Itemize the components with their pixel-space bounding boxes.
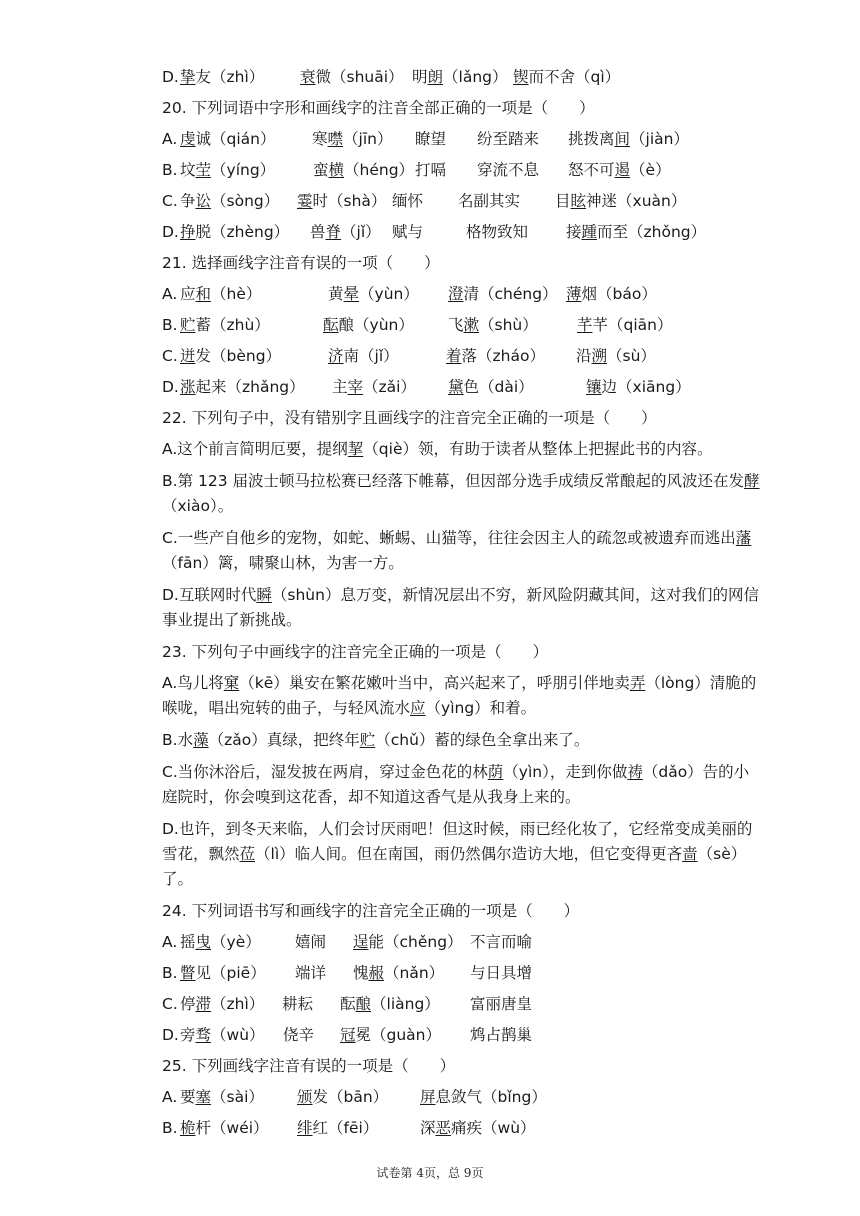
option-item: 贮蓄（zhù） [180,316,270,334]
underlined-char: 莅 [239,845,256,863]
underlined-char: 脊 [325,223,342,241]
option-label: B. [162,964,178,982]
option-item: 兽脊（jǐ） [310,223,381,241]
option-item: 嬉闹 [295,933,327,951]
underlined-char: 冠 [340,1026,356,1044]
question-20-stem: 20. 下列词语中字形和画线字的注音全部正确的一项是（ ） [162,99,595,117]
question-24-stem: 24. 下列词语书写和画线字的注音完全正确的一项是（ ） [162,902,580,920]
option-22-c: C.一些产自他乡的宠物，如蛇、蜥蜴、山猫等，往往会因主人的疏忽或被遗弃而逃出藩（fān）篱，啸聚山林，为害一方。 [162,529,752,572]
underlined-char: 贮 [359,731,376,749]
question-23-stem: 23. 下列句子中画线字的注音完全正确的一项是（ ） [162,643,549,661]
option-item: 济南（jǐ） [328,347,399,365]
option-item: 挚友（zhì） [180,68,265,86]
option-24-c [162,989,762,1020]
option-item: 摇曳（yè） [180,933,261,951]
option-item: 挑拨离间（jiàn） [568,130,689,148]
option-label: C. [162,192,178,210]
underlined-char: 塞 [195,1088,212,1106]
option-item: 赋与 [392,223,424,241]
underlined-char: 滞 [195,995,212,1013]
underlined-char: 讼 [195,192,212,210]
underlined-char: 霎 [297,192,313,210]
underlined-char: 逞 [353,933,369,951]
underlined-char: 桅 [180,1119,196,1137]
underlined-char: 镶 [586,378,602,396]
option-label: A. [162,1088,178,1106]
underlined-char: 衰 [300,68,316,86]
option-item: 镶边（xiāng） [586,378,691,396]
option-item: 瞥见（piē） [180,964,266,982]
option-label: A. [162,285,178,303]
question-25-stem: 25. 下列画线字注音有误的一项是（ ） [162,1057,456,1075]
option-23-d: D.也许，到冬天来临，人们会讨厌雨吧！但这时候，雨已经化妆了，它经常变成美丽的雪花，飘然莅（lì）临人间。但在南国，雨仍然偶尔造访大地，但它变得更吝啬（sè）了。 [162,820,753,888]
option-item: 着落（zháo） [446,347,545,365]
underlined-char: 茔 [195,161,212,179]
option-label: D. [162,1026,179,1044]
option-21-d [162,372,762,403]
option-label: C. [162,347,178,365]
option-item: 屏息敛气（bǐng） [420,1088,547,1106]
option-label: D. [162,68,179,86]
option-20-b [162,155,762,186]
option-20-d [162,217,762,248]
option-item: 瞭望 [415,130,447,148]
underlined-char: 踵 [581,223,598,241]
question-list [162,62,762,1144]
underlined-char: 着 [446,347,462,365]
option-24-d [162,1020,762,1051]
underlined-char: 间 [614,130,631,148]
option-item: 应和（hè） [180,285,262,303]
option-item: 明朗（lǎng） [412,68,508,86]
underlined-char: 朗 [427,68,444,86]
underlined-char: 啬 [682,845,698,863]
option-25-a [162,1082,762,1113]
option-item: 迸发（bèng） [180,347,282,365]
underlined-char: 藩 [735,529,752,547]
underlined-char: 虔 [180,130,196,148]
underlined-char: 瞥 [180,964,196,982]
option-item: 寒噤（jīn） [312,130,393,148]
underlined-char: 芊 [577,316,593,334]
option-item: 虔诚（qián） [180,130,276,148]
option-item: 挣脱（zhèng） [180,223,290,241]
option-item: 名副其实 [458,192,521,210]
option-item: 穿流不息 [477,161,540,179]
option-item: 争讼（sòng） [180,192,280,210]
option-item: 黛色（dài） [448,378,534,396]
option-item: 要塞（sài） [180,1088,264,1106]
underlined-char: 骛 [195,1026,212,1044]
option-22-d: D.互联网时代瞬（shùn）息万变，新情况层出不穷，新风险阴藏其间，这对我们的网信事业提出了新挑战。 [162,586,759,629]
underlined-char: 挣 [180,223,196,241]
option-item: 侥辛 [283,1026,315,1044]
underlined-char: 挈 [347,440,364,458]
option-item: 停滞（zhì） [180,995,265,1013]
option-21-c [162,341,762,372]
option-item: 衰微（shuāi） [300,68,404,86]
option-item: 怒不可遏（è） [568,161,671,179]
option-item: 与日具增 [470,964,533,982]
option-21-b [162,310,762,341]
option-item: 桅杆（wéi） [180,1119,269,1137]
option-item: 旁骛（wù） [180,1026,265,1044]
underlined-char: 和 [195,285,212,303]
underlined-char: 祷 [627,763,643,781]
option-item: 主宰（zǎi） [332,378,416,396]
option-20-c [162,186,762,217]
underlined-char: 锲 [513,68,529,86]
option-label: A. [162,130,178,148]
option-item: 锲而不舍（qì） [513,68,621,86]
option-item: 耕耘 [282,995,314,1013]
page-footer: 试卷第 4页，总 9页 [376,1166,484,1180]
option-item: 沿溯（sù） [576,347,656,365]
option-item: 蛮横（héng） [313,161,415,179]
option-item: 不言而喻 [470,933,533,951]
underlined-char: 黛 [448,378,464,396]
underlined-char: 窠 [223,674,240,692]
option-item: 缅怀 [392,192,424,210]
option-item: 逞能（chěng） [353,933,463,951]
option-22-a: A.这个前言简明厄要，提纲挈（qiè）领，有助于读者从整体上把握此书的内容。 [162,440,713,458]
option-25-b [162,1113,762,1144]
option-label: D. [162,378,179,396]
underlined-char: 赧 [368,964,385,982]
option-item: 愧赧（nǎn） [353,964,445,982]
underlined-char: 应 [410,699,426,717]
option-item: 接踵而至（zhǒng） [566,223,707,241]
underlined-char: 酿 [355,995,372,1013]
option-22-b: B.第 123 届波士顿马拉松赛已经落下帷幕，但因部分选手成绩反常酿起的风波还在发酵（xiào）。 [162,472,760,515]
underlined-char: 颁 [297,1088,313,1106]
option-24-b [162,958,762,989]
underlined-char: 澄 [448,285,464,303]
option-item: 黄晕（yùn） [328,285,419,303]
underlined-char: 恶 [435,1119,452,1137]
option-item: 富丽唐皇 [470,995,533,1013]
option-item: 芊芊（qiān） [577,316,673,334]
underlined-char: 瞬 [256,586,272,604]
option-item: 涨起来（zhǎng） [180,378,305,396]
option-19-d [162,62,762,93]
underlined-char: 挚 [180,68,196,86]
underlined-char: 荫 [487,763,504,781]
underlined-char: 迸 [180,347,196,365]
underlined-char: 绯 [297,1119,313,1137]
option-item: 颁发（bān） [297,1088,389,1106]
underlined-char: 涨 [180,378,196,396]
option-item: 澄清（chéng） [448,285,558,303]
underlined-char: 弄 [629,674,646,692]
question-21-stem: 21. 选择画线字注音有误的一项（ ） [162,254,440,272]
option-item: 鸩占鹊巢 [470,1026,533,1044]
option-item: 冠冕（guàn） [340,1026,442,1044]
option-item: 深恶痛疾（wù） [420,1119,536,1137]
underlined-char: 噤 [327,130,344,148]
underlined-char: 薄 [566,285,582,303]
option-label: D. [162,223,179,241]
option-24-a [162,927,762,958]
option-23-a: A.鸟儿将窠（kē）巢安在繁花嫩叶当中，高兴起来了，呼朋引伴地卖弄（lòng）清脆的喉咙，唱出宛转的曲子，与轻风流水应（yìng）和着。 [162,674,757,717]
option-item: 坟茔（yíng） [180,161,276,179]
underlined-char: 横 [328,161,345,179]
option-item: 打嗝 [415,161,447,179]
option-label: B. [162,1119,178,1137]
underlined-char: 曳 [195,933,212,951]
option-item: 纷至踏来 [477,130,540,148]
option-label: B. [162,316,178,334]
option-item: 飞漱（shù） [448,316,538,334]
underlined-char: 屏 [420,1088,436,1106]
option-23-b: B.水藻（zǎo）真绿，把终年贮（chǔ）蓄的绿色全拿出来了。 [162,731,590,749]
underlined-char: 遏 [614,161,631,179]
underlined-char: 晕 [343,285,360,303]
underlined-char: 藻 [193,731,209,749]
option-20-a [162,124,762,155]
underlined-char: 宰 [347,378,364,396]
option-23-c: C.当你沐浴后，湿发披在两肩，穿过金色花的林荫（yìn），走到你做祷（dǎo）告的小庭院时，你会嗅到这花香，却不知道这香气是从我身上来的。 [162,763,750,806]
option-label: A. [162,933,178,951]
question-22-stem: 22. 下列句子中，没有错别字且画线字的注音完全正确的一项是（ ） [162,409,657,427]
underlined-char: 酝 [323,316,339,334]
option-item: 酝酿（yùn） [323,316,414,334]
option-item: 薄烟（báo） [566,285,657,303]
underlined-char: 眩 [570,192,587,210]
option-item: 目眩神迷（xuàn） [555,192,687,210]
option-item: 霎时（shà） [297,192,387,210]
option-21-a [162,279,762,310]
option-item: 绯红（fēi） [297,1119,379,1137]
option-label: C. [162,995,178,1013]
option-item: 端详 [295,964,327,982]
underlined-char: 溯 [591,347,608,365]
option-label: B. [162,161,178,179]
underlined-char: 贮 [180,316,196,334]
underlined-char: 漱 [463,316,480,334]
option-item: 格物致知 [466,223,529,241]
underlined-char: 济 [328,347,344,365]
option-item: 酝酿（liàng） [340,995,440,1013]
underlined-char: 酵 [744,472,760,490]
